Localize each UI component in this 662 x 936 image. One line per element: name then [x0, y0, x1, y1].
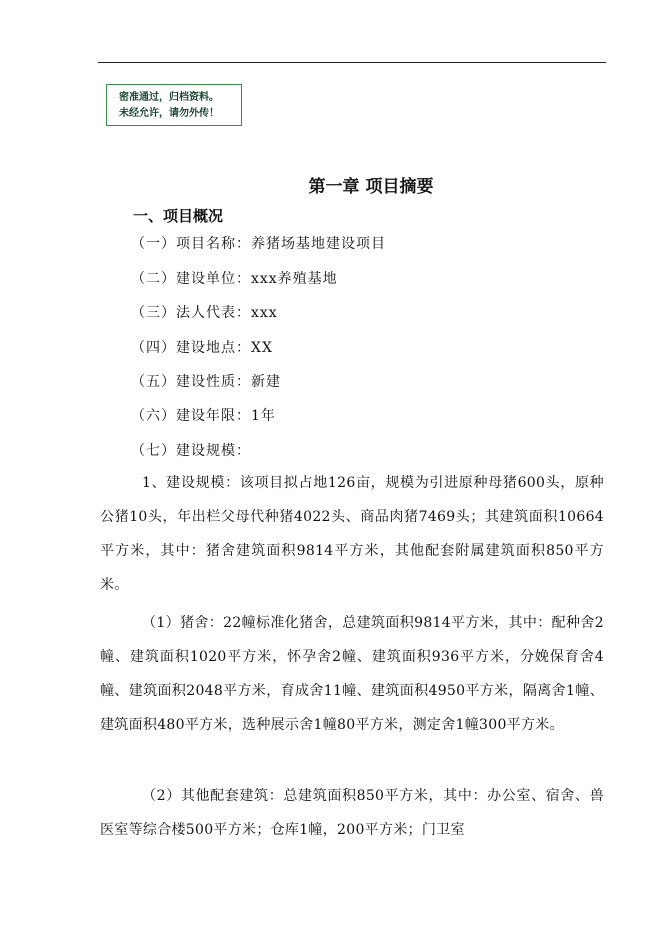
item-scale-heading: （七）建设规模： — [131, 443, 251, 459]
item-builder: （二）建设单位：xxx养殖基地 — [131, 271, 338, 287]
stamp-line-2: 未经允许，请勿外传！ — [119, 108, 219, 119]
paragraph-pig-houses: （1）猪舍：22幢标准化猪舍，总建筑面积9814平方米，其中：配种舍2幢、建筑面积1020平方米，怀孕舍2幢、建筑面积936平方米，分娩保育舍4幢、建筑面积2048平方米，育成舍11幢、建筑面积4950平方米，隔离舍1幢、建筑面积480平方米，选种展示舍1幢80平方米，测定舍1幢300平方米。 — [100, 615, 604, 733]
header-rule — [98, 62, 606, 63]
item-duration: （六）建设年限：1年 — [131, 408, 276, 424]
item-legal-rep: （三）法人代表：xxx — [131, 305, 278, 321]
section-title: 一、项目概况 — [133, 207, 224, 225]
item-project-name: （一）项目名称：养猪场基地建设项目 — [131, 236, 386, 252]
item-location: （四）建设地点：XX — [131, 340, 273, 356]
stamp-line-1: 密准通过，归档资料。 — [119, 92, 219, 103]
chapter-title: 第一章 项目摘要 — [308, 177, 434, 197]
confidential-stamp — [106, 84, 242, 126]
paragraph-scale: 1、建设规模：该项目拟占地126亩，规模为引进原种母猪600头，原种公猪10头，年出栏父母代种猪4022头、商品肉猪7469头；其建筑面积10664平方米，其中：猪舍建筑面积9814平方米，其他配套附属建筑面积850平方米。 — [100, 475, 604, 593]
paragraph-other-buildings: （2）其他配套建筑：总建筑面积850平方米，其中：办公室、宿舍、兽医室等综合楼500平方米；仓库1幢，200平方米；门卫室 — [100, 788, 604, 838]
item-nature: （五）建设性质：新建 — [131, 374, 281, 390]
